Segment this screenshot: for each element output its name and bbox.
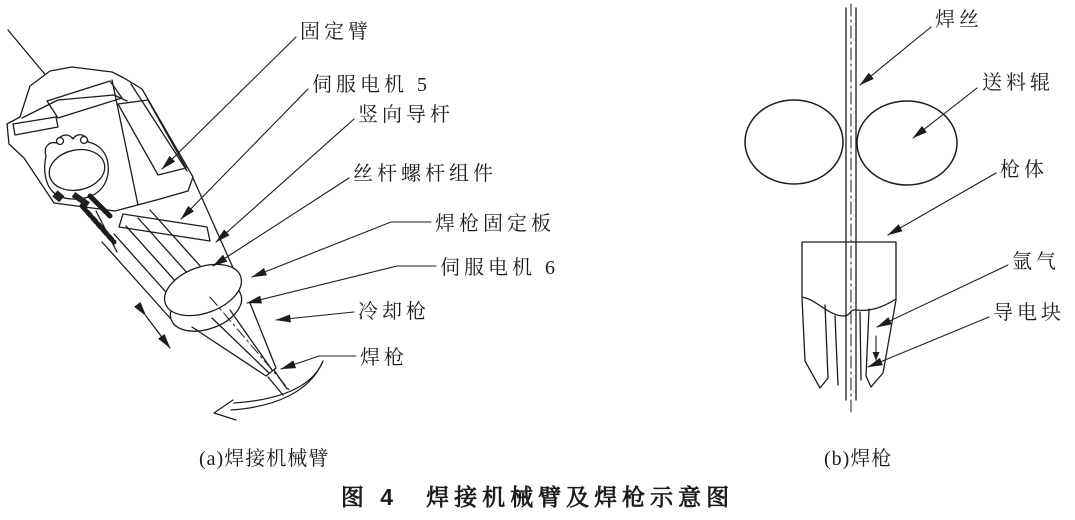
leader-gun-body — [888, 173, 996, 235]
rotation-curved-arrow — [214, 361, 323, 420]
leader-conductive-block — [868, 317, 989, 367]
label-welding-torch: 焊枪 — [360, 347, 408, 369]
welding-gun-drawing — [745, 4, 1008, 416]
label-torch-fixing-plate: 焊枪固定板 — [435, 213, 555, 235]
label-servo-motor-5: 伺服电机 5 — [312, 74, 431, 96]
leader-cooling-gun — [276, 312, 354, 320]
leader-fixed-arm — [162, 37, 296, 169]
label-gun-body: 枪体 — [1000, 159, 1048, 181]
leader-servo-motor-5 — [181, 89, 308, 219]
leader-torch-fixing-plate — [252, 222, 431, 277]
figure-title: 图 4 焊接机械臂及焊枪示意图 — [340, 484, 735, 510]
caption-panel-a: (a)焊接机械臂 — [199, 448, 330, 470]
mount-line — [8, 30, 48, 78]
feed-roller-right — [857, 101, 957, 185]
label-fixed-arm: 固定臂 — [300, 21, 372, 43]
leader-feed-roller — [913, 88, 977, 138]
label-lead-screw-assembly: 丝杆螺杆组件 — [353, 163, 497, 185]
welding-wire — [846, 4, 856, 416]
label-cooling-gun: 冷却枪 — [358, 301, 430, 323]
leader-welding-wire — [860, 27, 931, 85]
gun-body — [802, 242, 896, 388]
label-welding-wire: 焊丝 — [935, 9, 983, 31]
cooling-collar — [158, 255, 249, 341]
leader-welding-torch — [281, 356, 356, 369]
caption-panel-b: (b)焊枪 — [824, 448, 893, 470]
leader-vertical-guide-rod — [216, 119, 354, 242]
feed-roller-left — [745, 100, 843, 184]
label-conductive-block: 导电块 — [993, 302, 1065, 324]
label-feed-roller: 送料辊 — [982, 72, 1054, 94]
label-servo-motor-6: 伺服电机 6 — [440, 257, 559, 279]
fixing-plate — [119, 214, 210, 241]
leader-lead-screw-assembly — [213, 178, 349, 266]
leader-servo-motor-6 — [247, 266, 436, 303]
label-argon-gas: 氩气 — [1012, 251, 1060, 273]
linear-motion-double-arrow — [146, 316, 170, 348]
label-vertical-guide-rod: 竖向导杆 — [358, 104, 454, 126]
